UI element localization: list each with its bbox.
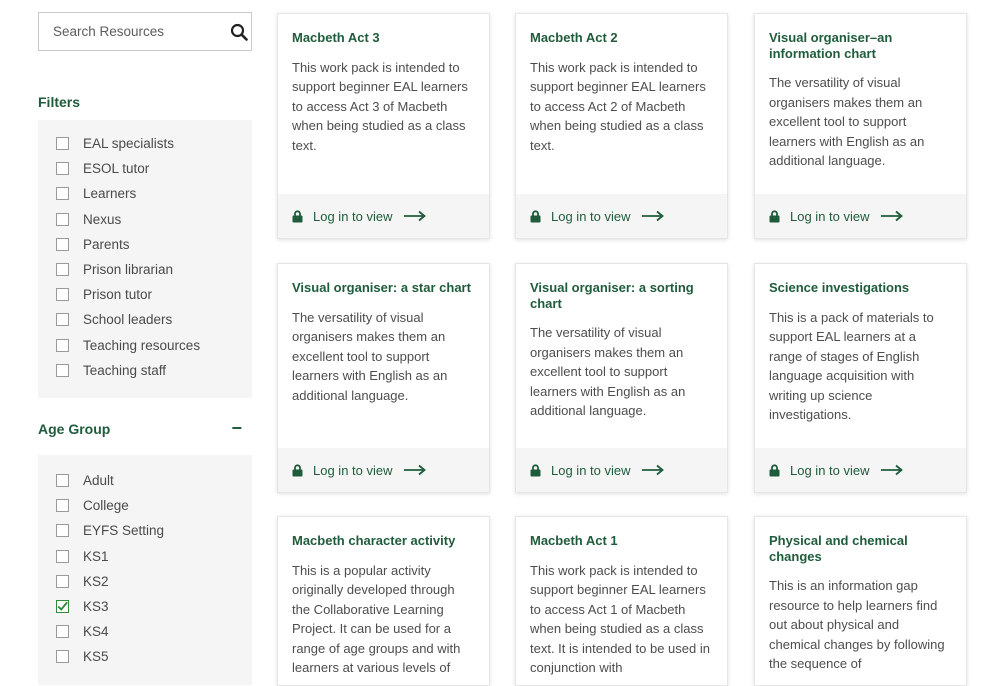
checkbox[interactable] (56, 625, 69, 638)
checkbox[interactable] (56, 263, 69, 276)
filter-option-label: KS1 (83, 548, 109, 564)
filter-option[interactable] (38, 232, 252, 257)
login-to-view-label: Log in to view (313, 462, 393, 478)
checkbox[interactable] (56, 339, 69, 352)
checkbox[interactable] (56, 550, 69, 563)
filter-option-label: KS5 (83, 649, 109, 665)
filter-option-label: Nexus (83, 211, 122, 227)
resource-card (277, 516, 490, 686)
checkbox[interactable] (56, 474, 69, 487)
card-description: This work pack is intended to support beginner EAL learners to access Act 1 of Macbeth when being studied as a class text. It is intended to be used in conjunction with (530, 562, 710, 676)
checkbox[interactable] (56, 650, 69, 663)
filters-heading: Filters (38, 94, 81, 110)
checkmark-icon (57, 600, 68, 613)
filter-option[interactable] (38, 544, 252, 569)
sidebar (38, 12, 252, 665)
search-box (38, 12, 252, 51)
checkbox[interactable] (56, 364, 69, 377)
arrow-right-icon (403, 210, 427, 222)
filter-option[interactable] (38, 333, 252, 358)
card-title[interactable]: Visual organiser–an information chart (769, 30, 893, 61)
lock-icon (769, 464, 780, 477)
filter-option[interactable] (38, 358, 252, 383)
login-to-view-label: Log in to view (313, 208, 393, 224)
checkbox[interactable] (56, 137, 69, 150)
resource-card (754, 263, 967, 493)
card-description: The versatility of visual organisers makes them an excellent tool to support learners with English as an additional language. (530, 325, 686, 419)
age-group-label: Age Group (38, 421, 111, 437)
age-group-heading (38, 418, 252, 438)
card-title[interactable]: Visual organiser: a star chart (292, 280, 471, 295)
card-description: This work pack is intended to support beginner EAL learners to access Act 2 of Macbeth when being studied as a class text. (530, 59, 706, 153)
filter-option-label: Teaching resources (83, 337, 201, 353)
search-input[interactable] (53, 24, 230, 39)
resource-card (754, 13, 967, 239)
checkbox[interactable] (56, 213, 69, 226)
checkbox[interactable] (56, 524, 69, 537)
filter-option[interactable] (38, 468, 252, 493)
filter-option[interactable] (38, 131, 252, 156)
filter-option[interactable] (38, 156, 252, 181)
arrow-right-icon (641, 210, 665, 222)
filter-option-label: Parents (83, 236, 130, 252)
card-description: The versatility of visual organisers makes them an excellent tool to support learners with English as an additional language. (769, 75, 925, 169)
login-to-view-link[interactable] (278, 448, 489, 492)
card-description: This is a popular activity originally developed through the Collaborative Learning Project. It can be used for a range of age groups and with learners at various levels of (292, 562, 461, 676)
lock-icon (292, 464, 303, 477)
card-title[interactable]: Macbeth Act 2 (530, 30, 618, 45)
filter-option[interactable] (38, 619, 252, 644)
login-to-view-label: Log in to view (790, 462, 870, 478)
filters-list (38, 120, 252, 398)
filter-option-label: Adult (83, 473, 114, 489)
resource-card (515, 263, 728, 493)
checkbox[interactable] (56, 575, 69, 588)
lock-icon (292, 210, 303, 223)
card-title[interactable]: Physical and chemical changes (769, 533, 908, 564)
login-to-view-link[interactable] (516, 194, 727, 238)
resource-card (277, 263, 490, 493)
login-to-view-label: Log in to view (551, 208, 631, 224)
checkbox-checked[interactable] (56, 600, 69, 613)
filter-option[interactable] (38, 569, 252, 594)
arrow-right-icon (403, 464, 427, 476)
arrow-right-icon (880, 464, 904, 476)
filter-option-label: KS4 (83, 624, 109, 640)
filter-option[interactable] (38, 307, 252, 332)
checkbox[interactable] (56, 288, 69, 301)
login-to-view-link[interactable] (755, 448, 966, 492)
filter-option[interactable] (38, 518, 252, 543)
filter-option-label: Prison librarian (83, 262, 174, 278)
card-description: The versatility of visual organisers makes them an excellent tool to support learners with English as an additional language. (292, 309, 448, 403)
filter-option-label: KS3 (83, 599, 109, 615)
filter-option[interactable] (38, 257, 252, 282)
filter-option[interactable] (38, 207, 252, 232)
filter-option[interactable] (38, 644, 252, 669)
resource-card (515, 13, 728, 239)
filter-option-label: Learners (83, 186, 137, 202)
resource-card (515, 516, 728, 686)
card-title[interactable]: Visual organiser: a sorting chart (530, 280, 694, 311)
filter-option-label: KS2 (83, 573, 109, 589)
arrow-right-icon (880, 210, 904, 222)
lock-icon (530, 464, 541, 477)
card-title[interactable]: Macbeth Act 1 (530, 533, 618, 548)
filter-option[interactable] (38, 493, 252, 518)
resource-card (754, 516, 967, 686)
login-to-view-link[interactable] (755, 194, 966, 238)
login-to-view-label: Log in to view (551, 462, 631, 478)
checkbox[interactable] (56, 499, 69, 512)
filter-option[interactable] (38, 594, 252, 619)
card-title[interactable]: Science investigations (769, 280, 910, 295)
card-description: This is an information gap resource to help learners find out about physical and chemical changes by following the sequence of (769, 578, 945, 672)
card-description: This is a pack of materials to support EAL learners at a range of stages of English language acquisition with writing up science investigations. (769, 309, 934, 423)
login-to-view-label: Log in to view (790, 208, 870, 224)
card-description: This work pack is intended to support beginner EAL learners to access Act 3 of Macbeth when being studied as a class text. (292, 59, 468, 153)
age-group-list (38, 455, 252, 685)
collapse-age-group-button[interactable]: − (231, 418, 242, 438)
filter-option[interactable] (38, 282, 252, 307)
resource-card (277, 13, 490, 239)
lock-icon (769, 210, 780, 223)
lock-icon (530, 210, 541, 223)
checkbox[interactable] (56, 313, 69, 326)
checkbox[interactable] (56, 162, 69, 175)
card-title[interactable]: Macbeth character activity (292, 533, 456, 548)
filter-option-label: ESOL tutor (83, 161, 150, 177)
filter-option-label: EAL specialists (83, 136, 175, 152)
filter-option[interactable] (38, 181, 252, 206)
card-title[interactable]: Macbeth Act 3 (292, 30, 380, 45)
checkbox[interactable] (56, 187, 69, 200)
filter-option-label: Teaching staff (83, 362, 167, 378)
checkbox[interactable] (56, 238, 69, 251)
login-to-view-link[interactable] (516, 448, 727, 492)
login-to-view-link[interactable] (278, 194, 489, 238)
filter-option-label: Prison tutor (83, 287, 153, 303)
search-icon[interactable] (230, 22, 248, 42)
filter-option-label: School leaders (83, 312, 173, 328)
filter-option-label: College (83, 498, 129, 514)
filter-option-label: EYFS Setting (83, 523, 165, 539)
arrow-right-icon (641, 464, 665, 476)
